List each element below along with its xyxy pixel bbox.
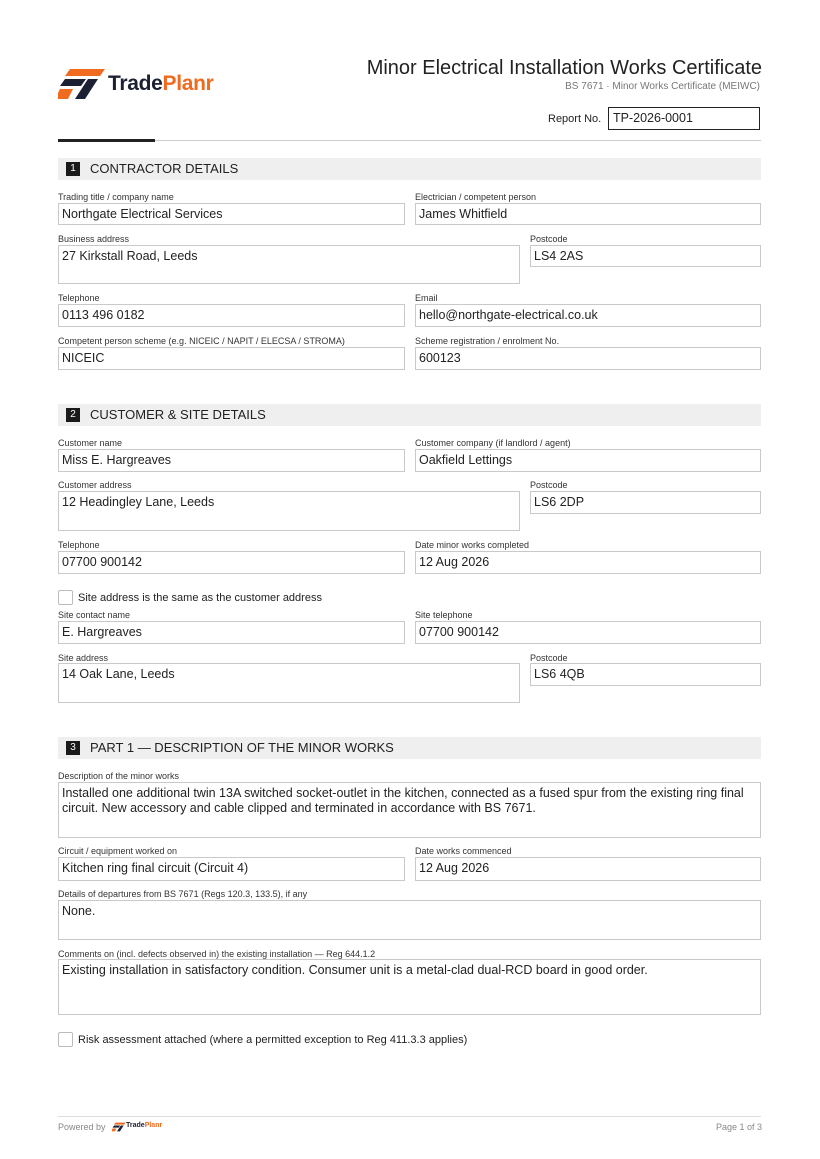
same-address-checkbox[interactable] <box>58 590 73 605</box>
report-number-field[interactable]: TP-2026-0001 <box>608 107 760 130</box>
customer-postcode-label: Postcode <box>530 480 568 490</box>
section-title: PART 1 — DESCRIPTION OF THE MINOR WORKS <box>90 740 394 755</box>
site-address-field[interactable]: 14 Oak Lane, Leeds <box>58 663 520 703</box>
date-completed-field[interactable]: 12 Aug 2026 <box>415 551 761 574</box>
email-field[interactable]: hello@northgate-electrical.co.uk <box>415 304 761 327</box>
scheme-label: Competent person scheme (e.g. NICEIC / NAPIT / ELECSA / STROMA) <box>58 336 345 346</box>
report-number-label: Report No. <box>548 113 602 125</box>
customer-name-field[interactable]: Miss E. Hargreaves <box>58 449 405 472</box>
site-contact-label: Site contact name <box>58 610 131 620</box>
comments-label: Comments on (incl. defects observed in) the existing installation — Reg 644.1.2 <box>58 949 376 959</box>
logo-text <box>108 72 214 96</box>
customer-address-label: Customer address <box>58 480 132 490</box>
section-title: CONTRACTOR DETAILS <box>90 161 239 176</box>
footer-logo-text-main: Trade <box>126 1122 145 1129</box>
electrician-field[interactable]: James Whitfield <box>415 203 761 225</box>
risk-assessment-checkbox[interactable] <box>58 1032 73 1047</box>
section-number: 3 <box>66 741 80 755</box>
customer-company-label: Customer company (if landlord / agent) <box>415 438 571 448</box>
section-header-minor-works <box>58 737 761 759</box>
contractor-telephone-label: Telephone <box>58 293 100 303</box>
section-header-contractor <box>58 158 761 180</box>
business-address-label: Business address <box>58 234 130 244</box>
customer-telephone-label: Telephone <box>58 540 100 550</box>
departures-label: Details of departures from BS 7671 (Regs 120.3, 133.5), if any <box>58 889 308 899</box>
section-header-customer <box>58 404 761 426</box>
page-title: Minor Electrical Installation Works Certificate <box>366 57 762 79</box>
email-label: Email <box>415 293 438 303</box>
registration-field[interactable]: 600123 <box>415 347 761 370</box>
site-contact-field[interactable]: E. Hargreaves <box>58 621 405 644</box>
footer-logo-text-accent: Planr <box>144 1122 163 1129</box>
electrician-label: Electrician / competent person <box>415 192 537 202</box>
customer-telephone-field[interactable]: 07700 900142 <box>58 551 405 574</box>
footer-logo-text <box>126 1122 162 1129</box>
customer-name-label: Customer name <box>58 438 123 448</box>
business-postcode-field[interactable]: LS4 2AS <box>530 245 761 267</box>
footer-divider <box>58 1116 761 1117</box>
page-subtitle: BS 7671 · Minor Works Certificate (MEIWC) <box>565 81 760 92</box>
date-commenced-label: Date works commenced <box>415 846 512 856</box>
departures-field[interactable]: None. <box>58 900 761 940</box>
logo-mark-icon <box>58 68 106 100</box>
section-number: 1 <box>66 162 80 176</box>
business-address-field[interactable]: 27 Kirkstall Road, Leeds <box>58 245 520 284</box>
logo-text-main: Trade <box>108 72 163 95</box>
date-commenced-field[interactable]: 12 Aug 2026 <box>415 857 761 881</box>
site-postcode-field[interactable]: LS6 4QB <box>530 663 761 686</box>
header-divider <box>155 140 761 141</box>
same-address-label: Site address is the same as the customer address <box>78 592 322 604</box>
description-label: Description of the minor works <box>58 771 180 781</box>
risk-assessment-label: Risk assessment attached (where a permitted exception to Reg 411.3.3 applies) <box>78 1034 468 1046</box>
customer-postcode-field[interactable]: LS6 2DP <box>530 491 761 514</box>
comments-field[interactable]: Existing installation in satisfactory condition. Consumer unit is a metal-clad dual-RCD board in good order. <box>58 959 761 1015</box>
customer-address-field[interactable]: 12 Headingley Lane, Leeds <box>58 491 520 531</box>
circuit-field[interactable]: Kitchen ring final circuit (Circuit 4) <box>58 857 405 881</box>
footer-logo <box>112 1121 162 1133</box>
tradeplanr-logo <box>58 68 228 100</box>
site-telephone-field[interactable]: 07700 900142 <box>415 621 761 644</box>
registration-label: Scheme registration / enrolment No. <box>415 336 560 346</box>
date-completed-label: Date minor works completed <box>415 540 530 550</box>
scheme-field[interactable]: NICEIC <box>58 347 405 370</box>
page-number: Page 1 of 3 <box>715 1122 762 1132</box>
description-field[interactable]: Installed one additional twin 13A switched socket-outlet in the kitchen, connected as a fused spur from the existing ring final circuit. New accessory and cable clipped and terminated in accordance with BS 7671. <box>58 782 761 838</box>
customer-company-field[interactable]: Oakfield Lettings <box>415 449 761 472</box>
site-postcode-label: Postcode <box>530 653 568 663</box>
circuit-label: Circuit / equipment worked on <box>58 846 178 856</box>
header-divider-accent <box>58 139 155 142</box>
trading-title-label: Trading title / company name <box>58 192 174 202</box>
section-title: CUSTOMER & SITE DETAILS <box>90 407 266 422</box>
powered-by-label: Powered by <box>58 1122 106 1132</box>
business-postcode-label: Postcode <box>530 234 568 244</box>
logo-mark-icon <box>112 1122 126 1132</box>
section-number: 2 <box>66 408 80 422</box>
logo-text-accent: Planr <box>162 72 214 95</box>
trading-title-field[interactable]: Northgate Electrical Services <box>58 203 405 225</box>
site-telephone-label: Site telephone <box>415 610 473 620</box>
contractor-telephone-field[interactable]: 0113 496 0182 <box>58 304 405 327</box>
site-address-label: Site address <box>58 653 109 663</box>
